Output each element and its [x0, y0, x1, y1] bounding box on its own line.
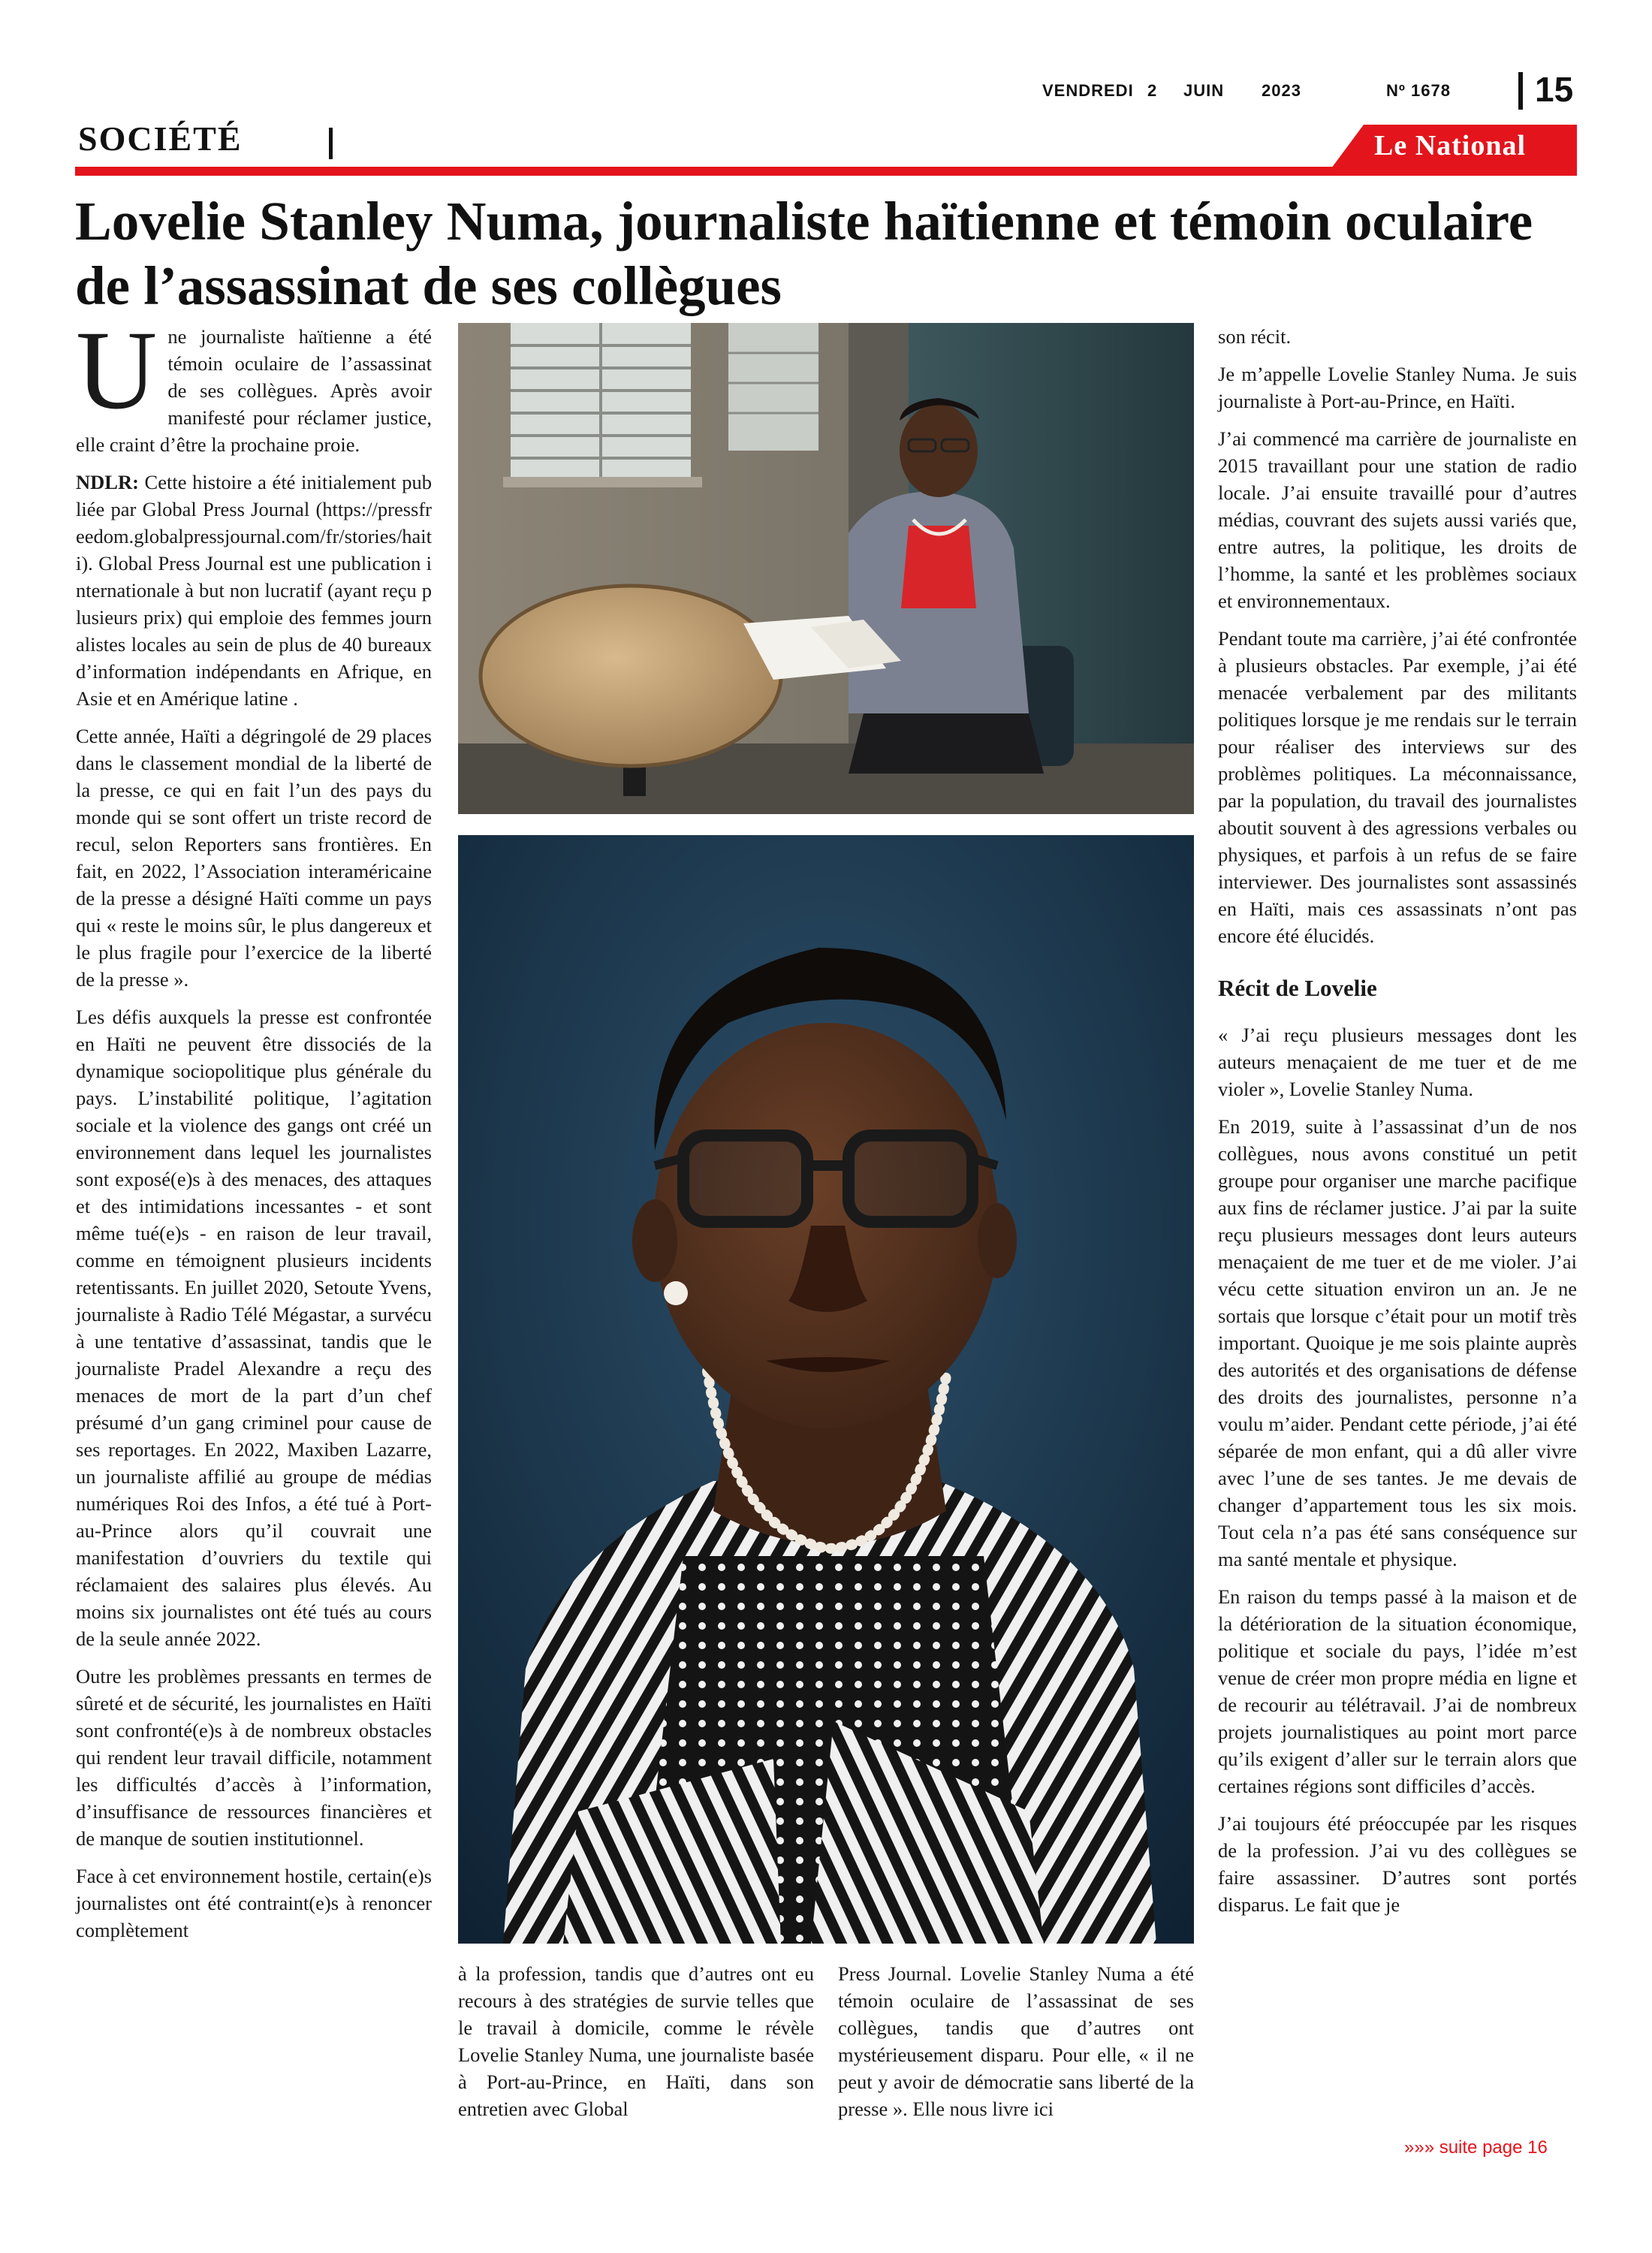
article-column-4: [1218, 323, 1577, 1929]
page-number: 15: [1535, 70, 1574, 109]
body-paragraph: J’ai toujours été préoccupée par les risques de la profession. J’ai vu des collègues se faire assassiner. D’autres sont portés disparus. Le fait que je: [1218, 1812, 1577, 1916]
body-paragraph: Les défis auxquels la presse est confrontée en Haïti ne peuvent être dissociés de la dynamique sociopolitique plus générale du pays. L’instabilité politique, l’agitation sociale et la violence des gangs ont créé un environnement dans lequel les journalistes sont exposé(e)s à des menaces, des attaques et des intimidations incessantes - et sont même tué(e)s - en raison de leur travail, comme en témoignent plusieurs incidents retentissants. En juillet 2020, Setoute Yvens, journaliste à Radio Télé Mégastar, a survécu à une tentative d’assassinat, tandis que le journaliste Pradel Alexandre a reçu des menaces de mort de la part d’un chef présumé d’un gang criminel pour cause de ses reportages. En 2022, Maxiben Lazarre, un journaliste affilié au groupe de médias numériques Roi des Infos, a été tué à Port-au-Prince alors qu’il couvrait une manifestation d’ouvriers du textile qui réclamaient des salaires plus élevés. Au moins six journalistes ont été tués au cours de la seule année 2022.: [76, 1006, 432, 1650]
photo-portrait: [458, 835, 1194, 1944]
drop-cap: U: [76, 308, 158, 433]
header-day: VENDREDI: [1042, 81, 1134, 100]
lede-paragraph: [76, 308, 432, 458]
brand-name: Le National: [1374, 130, 1527, 161]
body-paragraph: « J’ai reçu plusieurs messages dont les auteurs menaçaient de me tuer et de me violer », Lovelie Stanley Numa.: [1218, 1024, 1577, 1100]
header-year: 2023: [1262, 81, 1301, 100]
photo-woman-reading-image: [458, 323, 1194, 814]
article-column-3: [838, 1960, 1194, 2133]
photo-portrait-image: [458, 835, 1194, 1944]
photo-woman-reading: [458, 323, 1194, 814]
body-paragraph: Face à cet environnement hostile, certain(e)s journalistes ont été contraint(e)s à renoncer complètement: [76, 1865, 432, 1941]
header-issue-number: Nº 1678: [1386, 81, 1451, 100]
body-paragraph: Outre les problèmes pressants en termes de sûreté et de sécurité, les journalistes en Haïti sont confronté(e)s à de nombreux obstacles qui rendent leur travail difficile, notamment les difficultés d’accès à l’information, d’insuffisance de ressources financières et de manque de soutien institutionnel.: [76, 1665, 432, 1850]
body-paragraph: son récit.: [1218, 325, 1292, 348]
body-paragraph: Cette année, Haïti a dégringolé de 29 places dans le classement mondial de la liberté de la presse, ce qui en fait l’un des pays du monde qui se sont offert un triste record de recul, selon Reporters sans frontières. En fait, en 2022, l’Association interaméricaine de la presse a désigné Haïti comme un pays qui « reste le moins sûr, le plus dangereux et le plus fragile pour l’exercice de la liberté de la presse ».: [76, 725, 432, 991]
page-number-divider: [1518, 72, 1523, 110]
body-paragraph: à la profession, tandis que d’autres ont eu recours à des stratégies de survie telles que le travail à domicile, comme le révèle Lovelie Stanley Numa, une journaliste basée à Port-au-Prince, en Haïti, dans son entretien avec Global: [458, 1962, 814, 2120]
body-paragraph: En 2019, suite à l’assassinat d’un de nos collègues, nous avons constitué un petit groupe pour organiser une marche pacifique aux fins de réclamer justice. J’ai par la suite reçu plusieurs messages dont leurs auteurs menaçaient de me tuer et de me violer. J’ai vécu cette situation environ un an. Je ne sortais que lorsque c’était pour un motif très important. Quoique je me sois plainte auprès des autorités et des organisations de défense des droits des journalistes, personne n’a voulu m’aider. Pendant cette période, j’ai été séparée de mon enfant, qui a dû aller vivre avec l’une de ses tantes. Je me devais de changer d’appartement tous les six mois. Tout cela n’a pas été sans conséquence sur ma santé mentale et physique.: [1218, 1115, 1577, 1570]
section-divider: [329, 128, 333, 159]
body-paragraph: Je m’appelle Lovelie Stanley Numa. Je suis journaliste à Port-au-Prince, en Haïti.: [1218, 363, 1577, 412]
lede-text: ne journaliste haïtienne a été témoin oculaire de l’assassinat de ses collègues. Après avoir manifesté pour réclamer justice, elle craint d’être la prochaine proie.: [76, 325, 432, 456]
body-paragraph: Press Journal. Lovelie Stanley Numa a été témoin oculaire de l’assassinat de ses collègues, tandis que d’autres ont mystérieusement disparu. Pour elle, « il ne peut y avoir de démocratie sans liberté de la presse ». Elle nous livre ici: [838, 1962, 1194, 2120]
section-label: SOCIÉTÉ: [78, 119, 243, 158]
editor-note-label: NDLR:: [76, 471, 139, 493]
article-subheading: Récit de Lovelie: [1218, 975, 1377, 1001]
article-column-1: [76, 308, 432, 1954]
article-headline: Lovelie Stanley Numa, journaliste haïtienne et témoin oculaire de l’assassinat de ses collègues: [75, 191, 1533, 316]
header-rule: [75, 167, 1577, 176]
continuation-link[interactable]: »»» suite page 16: [1404, 2137, 1548, 2158]
body-paragraph: Pendant toute ma carrière, j’ai été confrontée à plusieurs obstacles. Par exemple, j’ai été menacée verbalement par des militants politiques lorsque je me rendais sur le terrain pour réaliser des interviews sur des problèmes politiques. La méconnaissance, par la population, du travail des journalistes aboutit souvent à des agressions verbales ou physiques, et parfois à un refus de se faire interviewer. Des journalistes sont assassinés en Haïti, mais ces assassinats n’ont pas encore été élucidés.: [1218, 627, 1577, 947]
header-date-number: 2: [1147, 81, 1158, 100]
article-column-2: [458, 1960, 814, 2133]
body-paragraph: En raison du temps passé à la maison et de la détérioration de la situation économique, politique et sociale du pays, l’idée m’est venue de créer mon propre média en ligne et de recourir au télétravail. J’ai de nombreux projets journalistiques au point mort parce qu’ils exigent d’aller sur le terrain alors que certaines régions sont difficiles d’accès.: [1218, 1585, 1577, 1797]
editor-note: [76, 469, 432, 712]
header-month: JUIN: [1183, 81, 1225, 100]
body-paragraph: J’ai commencé ma carrière de journaliste en 2015 travaillant pour une station de radio locale. J’ai ensuite travaillé pour d’autres médias, couvrant des sujets aussi variés que, entre autres, la politique, les droits de l’homme, la santé et les problèmes sociaux et environnementaux.: [1218, 427, 1577, 612]
editor-note-text: Cette histoire a été initialement publiée par Global Press Journal (https://pressfreedom.globalpressjournal.com/fr/stories/haiti). Global Press Journal est une publication internationale à but non lucratif (ayant reçu plusieurs prix) qui emploie des femmes journalistes locales au sein de plus de 40 bureaux d’information indépendants en Afrique, en Asie et en Amérique latine .: [76, 471, 432, 710]
